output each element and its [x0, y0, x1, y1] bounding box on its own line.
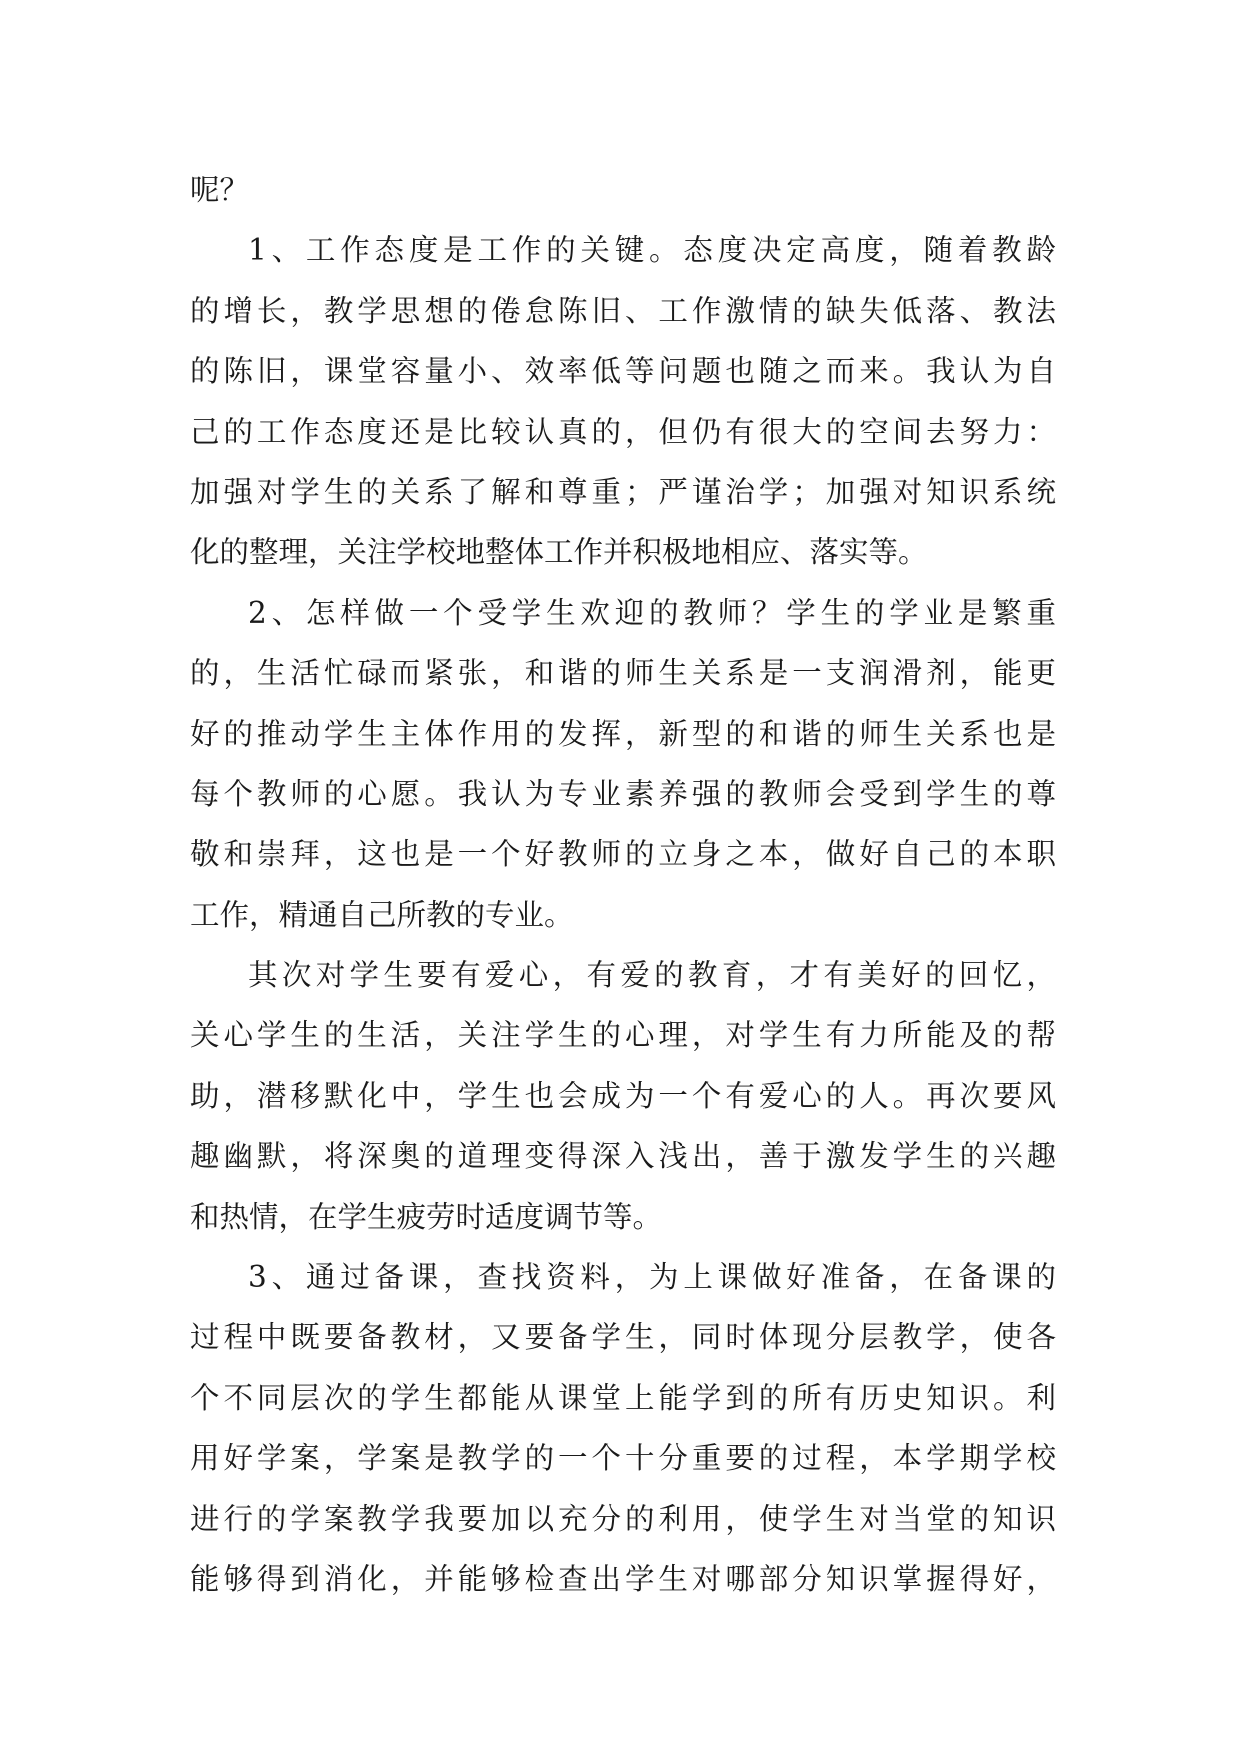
text-line: 敬和崇拜，这也是一个好教师的立身之本，做好自己的本职	[190, 837, 1056, 872]
text-line: 的陈旧，课堂容量小、效率低等问题也随之而来。我认为自	[190, 354, 1056, 389]
text-line: 3、通过备课，查找资料，为上课做好准备，在备课的	[248, 1260, 1056, 1295]
text-line: 其次对学生要有爱心，有爱的教育，才有美好的回忆，	[248, 958, 1056, 993]
text-line: 关心学生的生活，关注学生的心理，对学生有力所能及的帮	[190, 1018, 1056, 1053]
text-line: 好的推动学生主体作用的发挥，新型的和谐的师生关系也是	[190, 716, 1056, 751]
text-line: 过程中既要备教材，又要备学生，同时体现分层教学，使各	[190, 1320, 1056, 1355]
text-line: 工作，精通自己所教的专业。	[190, 897, 574, 932]
text-line: 进行的学案教学我要加以充分的利用，使学生对当堂的知识	[190, 1501, 1056, 1536]
text-line: 的，生活忙碌而紧张，和谐的师生关系是一支润滑剂，能更	[190, 656, 1056, 691]
text-line: 的增长，教学思想的倦怠陈旧、工作激情的缺失低落、教法	[190, 293, 1056, 328]
text-line: 每个教师的心愿。我认为专业素养强的教师会受到学生的尊	[190, 776, 1056, 811]
text-line: 和热情，在学生疲劳时适度调节等。	[190, 1199, 663, 1234]
text-line: 助，潜移默化中，学生也会成为一个有爱心的人。再次要风	[190, 1078, 1056, 1113]
text-line: 能够得到消化，并能够检查出学生对哪部分知识掌握得好，	[190, 1561, 1056, 1596]
text-line: 化的整理，关注学校地整体工作并积极地相应、落实等。	[190, 535, 928, 570]
document-body	[190, 160, 1056, 1609]
text-line: 个不同层次的学生都能从课堂上能学到的所有历史知识。利	[190, 1380, 1056, 1415]
text-line: 加强对学生的关系了解和尊重；严谨治学；加强对知识系统	[190, 474, 1056, 509]
text-line: 趣幽默，将深奥的道理变得深入浅出，善于激发学生的兴趣	[190, 1139, 1056, 1174]
text-line: 呢？	[190, 173, 250, 207]
text-line: 己的工作态度还是比较认真的，但仍有很大的空间去努力：	[190, 414, 1056, 449]
text-line: 1、工作态度是工作的关键。态度决定高度，随着教龄	[248, 233, 1056, 268]
text-line: 用好学案，学案是教学的一个十分重要的过程，本学期学校	[190, 1441, 1056, 1476]
text-line: 2、怎样做一个受学生欢迎的教师？学生的学业是繁重	[248, 595, 1056, 630]
